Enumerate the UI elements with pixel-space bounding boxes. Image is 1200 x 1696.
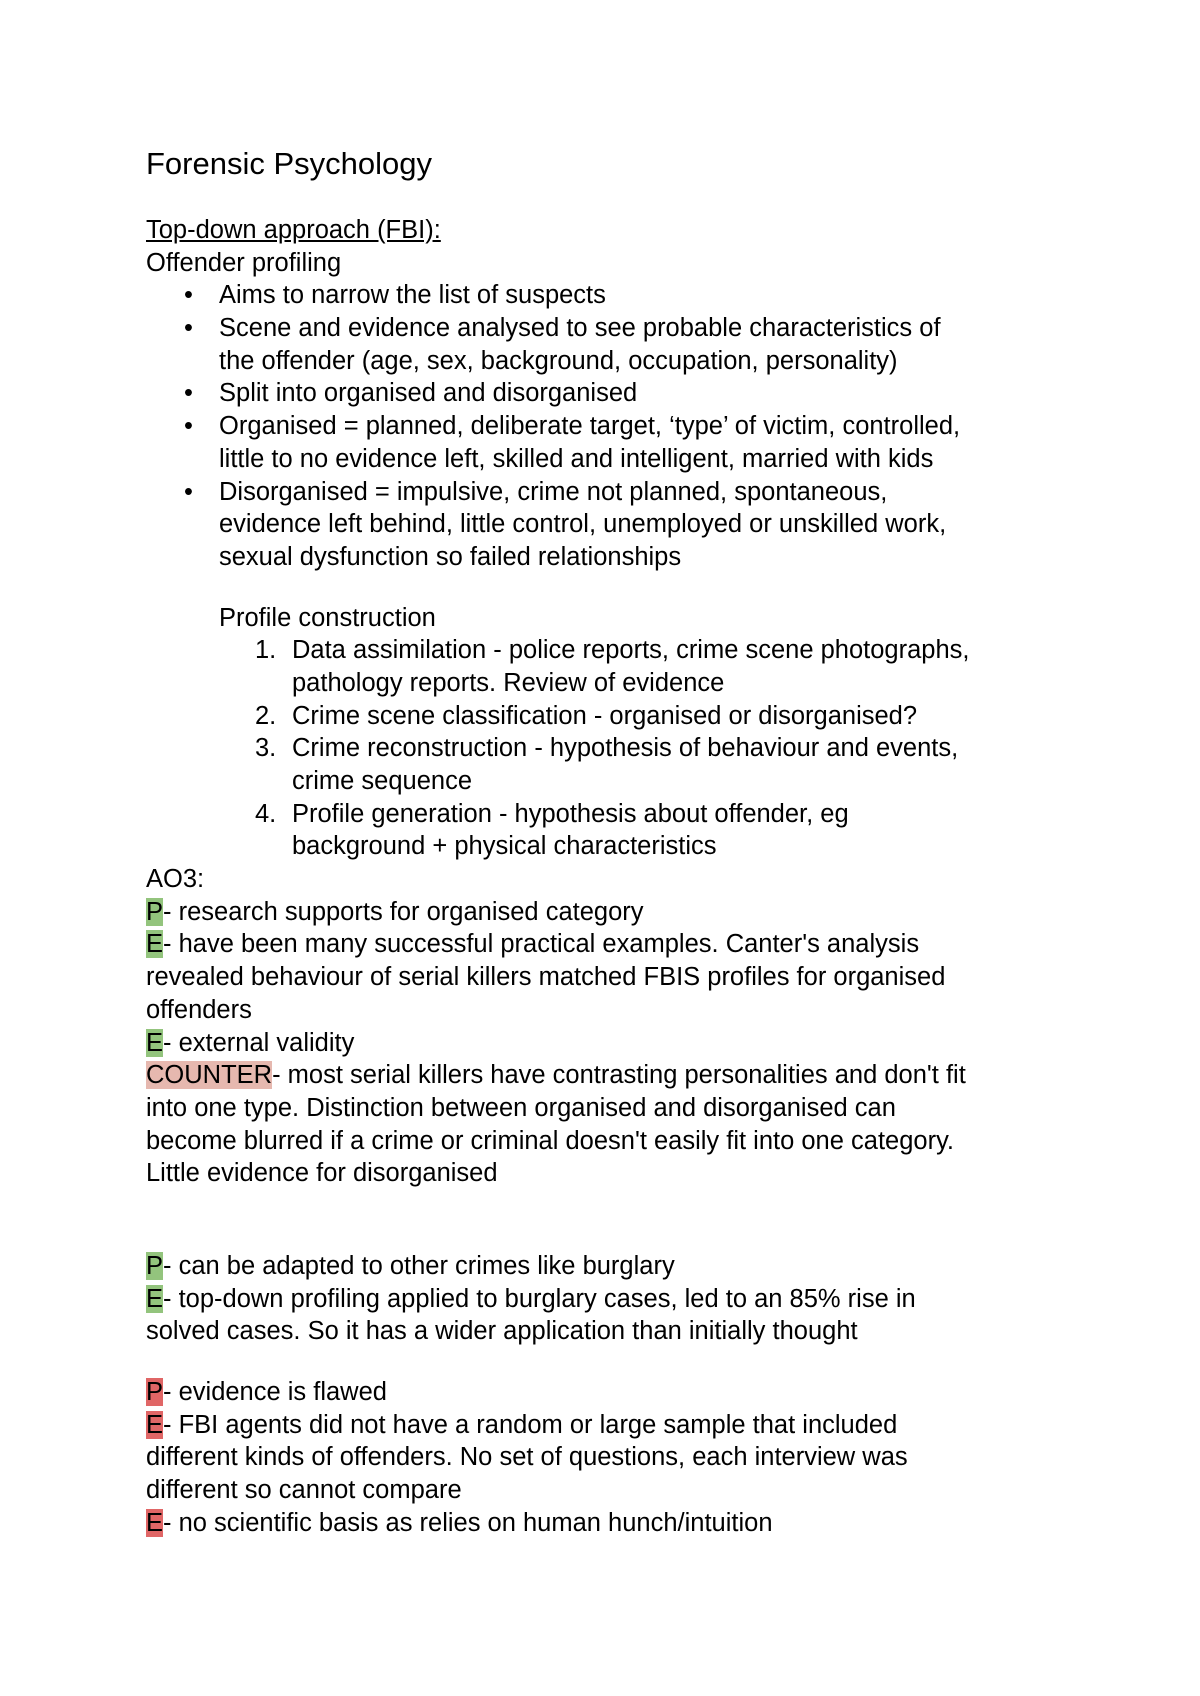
profile-heading: Profile construction <box>219 603 436 632</box>
evidence-text: offenders <box>146 995 252 1024</box>
point-text: - can be adapted to other crimes like burglary <box>163 1251 675 1280</box>
numbered-item <box>146 700 1076 733</box>
evidence-text: - have been many successful practical examples. Canter's analysis <box>163 930 920 959</box>
point-tag: P <box>146 897 164 926</box>
numbered-list <box>146 634 1076 863</box>
bullet-text: sexual dysfunction so failed relationships <box>219 542 682 571</box>
evidence-text: solved cases. So it has a wider application than initially thought <box>146 1317 858 1346</box>
evaluation-block-1 <box>146 896 1076 1190</box>
counter-text: into one type. Distinction between organised and disorganised can <box>146 1093 896 1122</box>
bullet-text: little to no evidence left, skilled and intelligent, married with kids <box>219 444 934 473</box>
point-text: - evidence is flawed <box>163 1378 387 1406</box>
numbered-text: pathology reports. Review of evidence <box>292 668 725 697</box>
evidence-text: different so cannot compare <box>146 1476 462 1505</box>
bullet-icon: • <box>184 412 193 441</box>
bullet-icon: • <box>184 314 193 343</box>
point-text: - research supports for organised category <box>163 897 644 926</box>
evidence-tag: E <box>146 1410 164 1439</box>
counter-tag: COUNTER <box>146 1061 273 1090</box>
evidence-text: - top-down profiling applied to burglary cases, led to an 85% rise in <box>163 1284 916 1313</box>
point-tag: P <box>146 1378 164 1406</box>
numbered-text: background + physical characteristics <box>292 832 717 861</box>
bullet-list <box>146 279 1076 573</box>
section-heading: Top-down approach (FBI): <box>146 216 441 244</box>
evaluation-block-3 <box>146 1376 1076 1539</box>
bullet-item <box>146 476 1076 574</box>
evidence-tag: E <box>146 930 164 959</box>
list-number: 1. <box>255 636 277 665</box>
evaluation-tag: E <box>146 1028 164 1057</box>
ao3-label: AO3: <box>146 865 205 894</box>
evaluation-tag: E <box>146 1508 164 1537</box>
bullet-item <box>146 410 1076 475</box>
evaluation-block-2 <box>146 1250 1076 1348</box>
bullet-icon: • <box>184 281 193 310</box>
point-tag: P <box>146 1251 164 1280</box>
bullet-text: Split into organised and disorganised <box>219 379 638 408</box>
document-title: Forensic Psychology <box>146 146 433 181</box>
bullet-icon: • <box>184 379 193 408</box>
bullet-text: Scene and evidence analysed to see probable characteristics of <box>219 314 941 343</box>
bullet-item <box>146 377 1076 410</box>
bullet-text: evidence left behind, little control, unemployed or unskilled work, <box>219 510 947 539</box>
numbered-item <box>146 798 1076 863</box>
bullet-item <box>146 312 1076 377</box>
document-page <box>146 0 1076 1696</box>
numbered-text: Crime scene classification - organised or disorganised? <box>292 701 918 730</box>
bullet-text: Disorganised = impulsive, crime not planned, spontaneous, <box>219 477 888 506</box>
evaluation-text: - no scientific basis as relies on human hunch/intuition <box>163 1508 773 1537</box>
numbered-text: crime sequence <box>292 767 473 795</box>
list-number: 3. <box>255 734 277 763</box>
list-number: 2. <box>255 701 277 730</box>
spacer <box>146 1190 1076 1250</box>
evidence-text: revealed behaviour of serial killers matched FBIS profiles for organised <box>146 963 946 992</box>
subheading: Offender profiling <box>146 248 342 277</box>
counter-text: become blurred if a crime or criminal doesn't easily fit into one category. <box>146 1126 955 1155</box>
bullet-text: Organised = planned, deliberate target, ‘type’ of victim, controlled, <box>219 412 961 441</box>
evidence-tag: E <box>146 1284 164 1313</box>
numbered-item <box>146 732 1076 797</box>
counter-text: - most serial killers have contrasting personalities and don't fit <box>272 1061 966 1090</box>
bullet-icon: • <box>184 477 193 506</box>
bullet-text: the offender (age, sex, background, occupation, personality) <box>219 346 898 375</box>
bullet-item <box>146 279 1076 312</box>
spacer <box>146 1348 1076 1376</box>
list-number: 4. <box>255 799 277 828</box>
spacer <box>146 574 1076 602</box>
numbered-text: Crime reconstruction - hypothesis of behaviour and events, <box>292 734 959 763</box>
document-body <box>146 214 1076 1539</box>
numbered-text: Profile generation - hypothesis about offender, eg <box>292 799 849 828</box>
numbered-item <box>146 634 1076 699</box>
evidence-text: different kinds of offenders. No set of questions, each interview was <box>146 1443 908 1472</box>
bullet-text: Aims to narrow the list of suspects <box>219 281 606 310</box>
evidence-text: - FBI agents did not have a random or large sample that included <box>163 1410 898 1439</box>
evaluation-text: - external validity <box>163 1028 355 1057</box>
counter-text: Little evidence for disorganised <box>146 1159 498 1188</box>
numbered-text: Data assimilation - police reports, crime scene photographs, <box>292 636 970 665</box>
